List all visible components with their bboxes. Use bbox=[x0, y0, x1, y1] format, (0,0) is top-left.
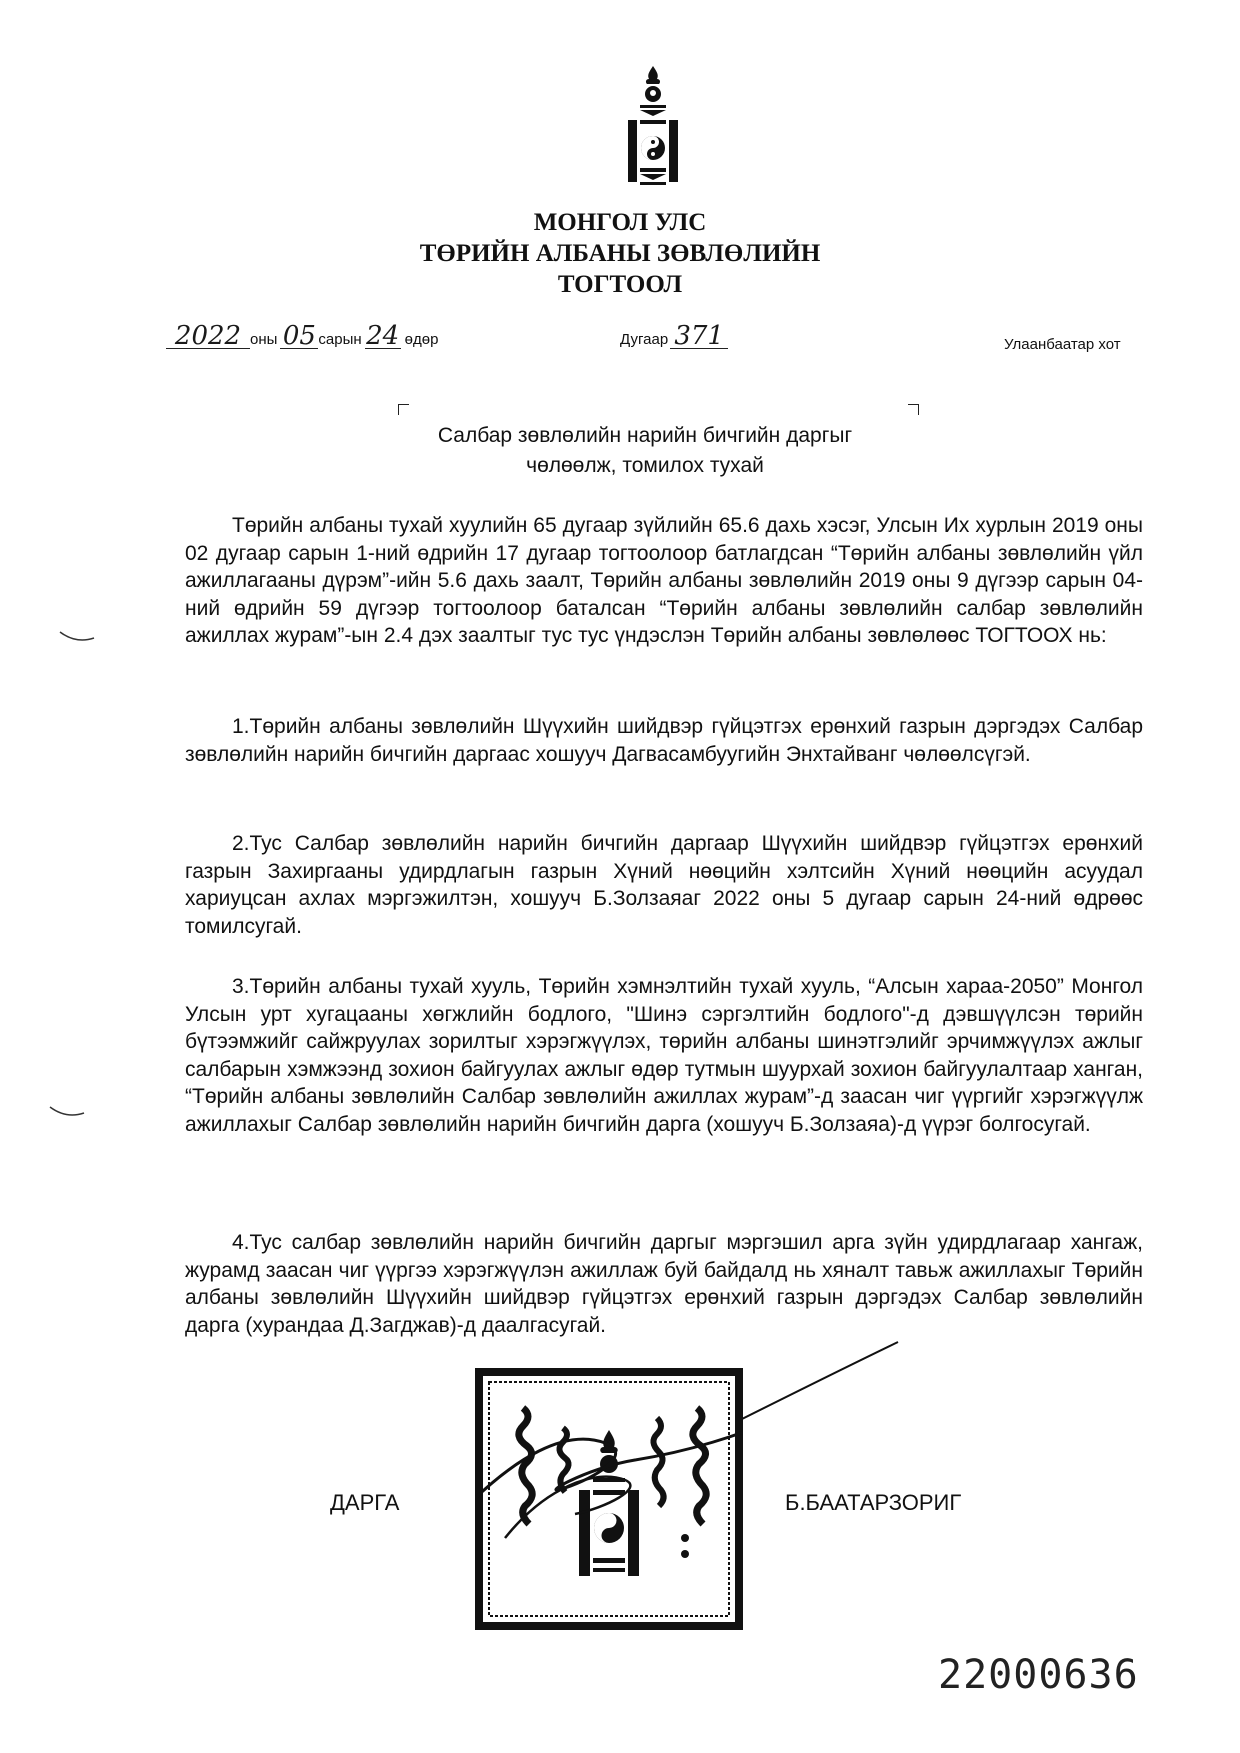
signatory-position: ДАРГА bbox=[330, 1490, 400, 1515]
clause-3: 3.Төрийн албаны тухай хууль, Төрийн хэмнэлтийн тухай хууль, “Алсын хараа-2050” Монгол Улсын урт хугацааны хөгжлийн бодлого, "Шинэ сэргэлтийн бодлого"-д дэвшүүлсэн төрийн бүтээмжийг сайжруулах зорилтыг хэрэгжүүлэх, төрийн албаны шинэтгэлийг эрчимжүүлэх ажлыг салбарын хэмжээнд зохион байгуулах ажлыг өдөр тутмын шуурхай зохион байгуулалтаар ханган, “Төрийн албаны зөвлөлийн Салбар зөвлөлийн ажиллах журам”-д заасан чиг үүргийг хэрэгжүүлж ажиллахыг Салбар зөвлөлийн нарийн бичгийн дарга (хошууч Б.Золзаяа)-д үүрэг болгосугай. bbox=[185, 975, 1143, 1136]
header-council: ТӨРИЙН АЛБАНЫ ЗӨВЛӨЛИЙН bbox=[419, 240, 821, 267]
doc-title-line1: Салбар зөвлөлийн нарийн бичгийн даргыг bbox=[437, 424, 853, 447]
date-month-suffix: сарын bbox=[318, 331, 362, 348]
doc-number: 371 bbox=[670, 324, 728, 349]
preamble-paragraph: Төрийн албаны тухай хуулийн 65 дугаар зүйлийн 65.6 дахь хэсэг, Улсын Их хурлын 2019 оны 02 дугаар сарын 1-ний өдрийн 17 дугаар тогтоолоор батлагдсан “Төрийн албаны зөвлөлийн үйл ажиллагааны дүрэм”-ийн 5.6 дахь заалт, Төрийн албаны зөвлөлийн 2019 оны 9 дүгээр сарын 04-ний өдрийн 59 дүгээр тогтоолоор баталсан “Төрийн албаны зөвлөлийн салбар зөвлөлийн ажиллах журам”-ын 2.4 дэх заалтыг тус тус үндэслэн Төрийн албаны зөвлөлөөс ТОГТООХ нь: bbox=[185, 514, 1143, 648]
date-day-suffix: өдөр bbox=[404, 331, 439, 348]
title-bracket-right bbox=[908, 404, 919, 415]
date-year-suffix: оны bbox=[250, 331, 278, 348]
scan-mark-icon bbox=[48, 1105, 88, 1121]
title-bracket-left bbox=[398, 404, 409, 415]
header-doc-type: ТОГТООЛ bbox=[557, 271, 683, 298]
date-line bbox=[166, 321, 439, 354]
clause-2: 2.Тус Салбар зөвлөлийн нарийн бичгийн даргаар Шүүхийн шийдвэр гүйцэтгэх ерөнхий газрын Захиргааны удирдлагын газрын Хүний нөөцийн хэлтсийн Хүний нөөцийн асуудал хариуцсан ахлах мэргэжилтэн, хошууч Б.Золзаяаг 2022 оны 5 дугаар сарын 24-ний өдрөөс томилсугай. bbox=[185, 832, 1143, 938]
date-year: 2022 bbox=[166, 324, 250, 349]
header-country: МОНГОЛ УЛС bbox=[533, 209, 707, 236]
clause-4: 4.Тус салбар зөвлөлийн нарийн бичгийн даргыг мэргэшил арга зүйн удирдлагаар хангаж, журамд заасан чиг үүргээ хэрэгжүүлэн ажиллаж буй байдалд нь хяналт тавьж ажиллахыг Төрийн албаны зөвлөлийн Шүүхийн шийдвэр гүйцэтгэх ерөнхий газрын дэргэдэх Салбар зөвлөлийн дарга (хурандаа Д.Загджав)-д даалгасугай. bbox=[185, 1231, 1143, 1337]
number-label: Дугаар bbox=[620, 331, 669, 348]
scan-mark-icon bbox=[58, 630, 98, 646]
date-day: 24 bbox=[366, 321, 400, 351]
doc-title-line2: чөлөөлж, томилох тухай bbox=[526, 454, 764, 477]
soyombo-emblem-icon bbox=[624, 62, 682, 192]
clause-1: 1.Төрийн албаны зөвлөлийн Шүүхийн шийдвэр гүйцэтгэх ерөнхий газрын дэргэдэх Салбар зөвлөлийн нарийн бичгийн даргаас хошууч Дагвасамбуугийн Энхтайванг чөлөөлсүгэй. bbox=[185, 715, 1143, 766]
place: Улаанбаатар хот bbox=[1004, 336, 1121, 353]
official-seal-stamp bbox=[475, 1368, 743, 1630]
signature-tail-icon bbox=[740, 1340, 900, 1430]
serial-number: 22000636 bbox=[938, 1652, 1139, 1698]
doc-title bbox=[0, 421, 1240, 481]
signatory-name: Б.БААТАРЗОРИГ bbox=[785, 1490, 962, 1515]
number-line bbox=[620, 321, 728, 354]
date-month: 05 bbox=[280, 324, 318, 349]
